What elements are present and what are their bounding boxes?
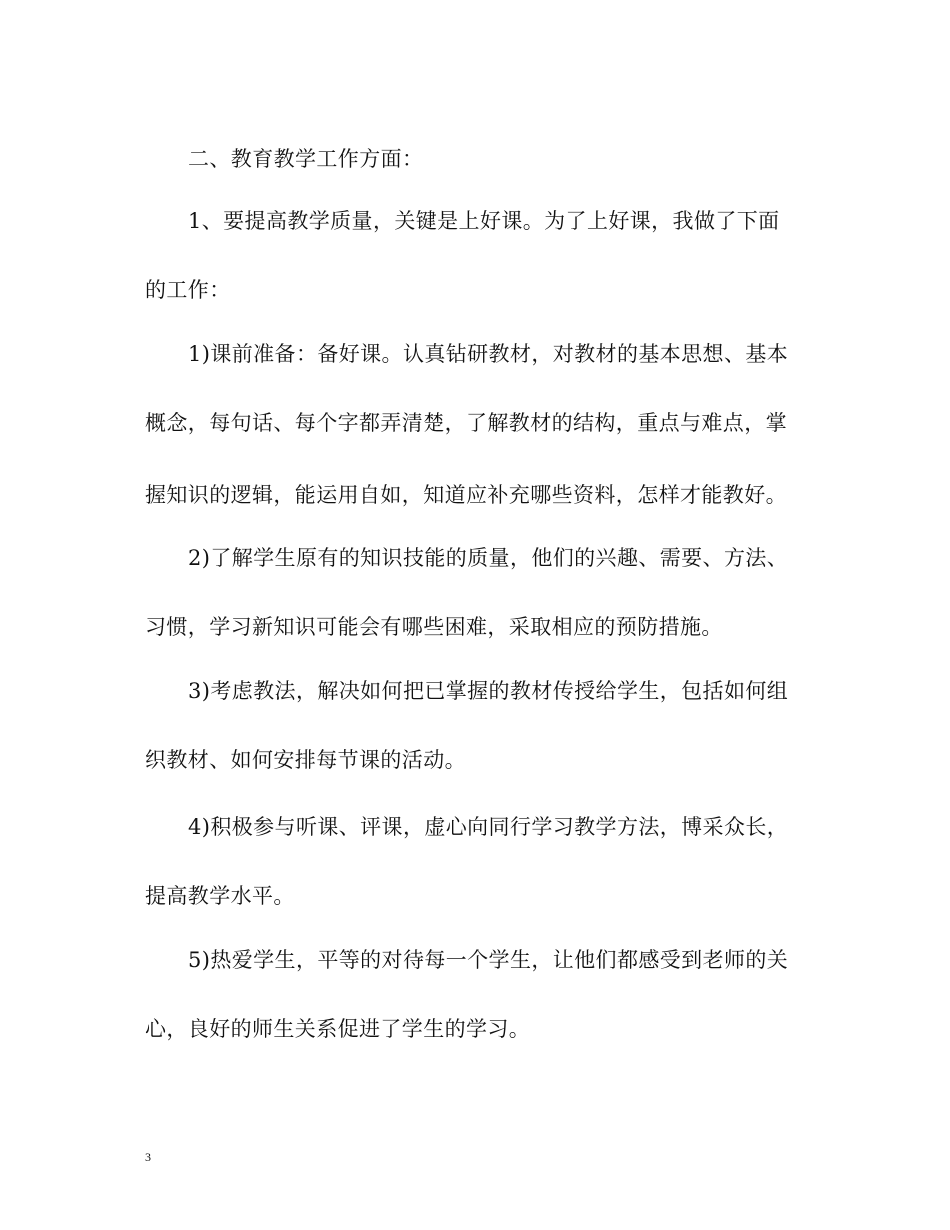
paragraph-line: 织教材、如何安排每节课的活动。 — [145, 748, 466, 772]
paragraph-line: 1、要提高教学质量，关键是上好课。为了上好课，我做了下面 — [188, 209, 780, 233]
paragraph-line: 握知识的逻辑，能运用自如，知道应补充哪些资料，怎样才能教好。 — [145, 483, 787, 507]
paragraph-line: 心，良好的师生关系促进了学生的学习。 — [145, 1017, 531, 1041]
page-number: 3 — [145, 1150, 151, 1164]
paragraph-line: 的工作： — [145, 278, 231, 302]
section-heading: 二、教育教学工作方面： — [188, 147, 424, 171]
paragraph-line: 习惯，学习新知识可能会有哪些困难，采取相应的预防措施。 — [145, 615, 723, 639]
paragraph-line: 提高教学水平。 — [145, 884, 295, 908]
paragraph-line: 5)热爱学生，平等的对待每一个学生，让他们都感受到老师的关 — [188, 948, 789, 972]
paragraph-line: 概念，每句话、每个字都弄清楚，了解教材的结构，重点与难点，掌 — [145, 411, 787, 435]
paragraph-line: 4)积极参与听课、评课，虚心向同行学习教学方法，博采众长， — [188, 815, 789, 839]
paragraph-line: 1)课前准备：备好课。认真钻研教材，对教材的基本思想、基本 — [188, 342, 789, 366]
paragraph-line: 2)了解学生原有的知识技能的质量，他们的兴趣、需要、方法、 — [188, 546, 789, 570]
paragraph-line: 3)考虑教法，解决如何把已掌握的教材传授给学生，包括如何组 — [188, 679, 789, 703]
